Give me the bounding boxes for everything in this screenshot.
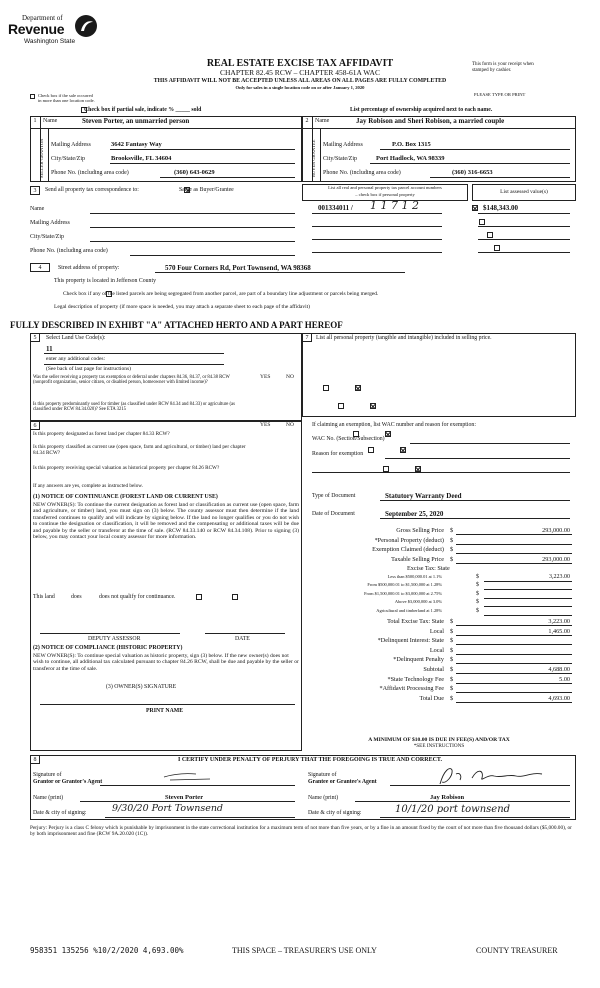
exemption-label: If claiming an exemption, list WAC number and reason for exemption: [312,422,476,428]
tax-row-underline [456,683,572,684]
tax-row-underline [456,654,572,655]
parcel-personal-checkbox-2[interactable] [479,219,485,225]
legal-description-label: Legal description of property (if more space is needed, you may attach a separate sheet to each page of the affidavit) [54,304,310,310]
treasurer-space-label: THIS SPACE – TREASURER'S USE ONLY [232,946,377,955]
tax-row-underline [456,635,572,636]
multi-location-label-1: Check box if the sale occurred [38,93,93,98]
parcel-personal-checkbox-4[interactable] [494,245,500,251]
s6-yes-header: YES [260,422,271,428]
same-as-buyer-label: Same as Buyer/Grantee [179,187,234,193]
form-only-for: Only for sales in a single location code on or after January 1, 2020 [235,85,365,90]
tax-row-label: Total Due [419,694,444,702]
personal-property-label: List all personal property (tangible and intangible) included in selling price. [316,335,492,341]
grantor-signature [162,768,222,784]
s6-question-2: Is this property classified as current use (open space, farm and agricultural, or timber) land per chapter 84.34 RCW? [33,444,246,456]
tax-row-underline [456,673,572,674]
section7-box [302,333,576,417]
buyer-name[interactable]: Jay Robison and Sheri Robison, a married couple [356,117,505,125]
tax-dollar-sign: $ [450,536,454,544]
tax-row-underline [456,563,572,564]
tax-row-underline [456,553,572,554]
assessor-date-label: DATE [235,636,250,642]
grantor-name-print[interactable]: Steven Porter [165,794,204,801]
s3-phone-label: Phone No. (including area code) [30,248,108,254]
grantor-signature-text: Steven Porter [162,768,168,769]
certify-statement: I CERTIFY UNDER PENALTY OF PERJURY THAT THE FOREGOING IS TRUE AND CORRECT. [177,757,442,763]
wac-label: WAC No. (Section/Subsection) [312,436,385,442]
tax-row-underline [484,598,572,599]
tax-row-value: 5.00 [559,675,570,683]
grantee-date-label: Date & city of signing: [308,810,362,816]
s5-question-1: Was the seller receiving a property tax exemption or deferral under chapters 84.36, 84.37, or 84.38 RCW (nonprofit organization, senior citizen, or disabled person, homeowner with limited income)? [33,375,230,386]
logo-agency-line2: Revenue [8,21,65,37]
seller-mailing[interactable]: 3642 Fantasy Way [111,141,162,148]
tax-dollar-sign: $ [450,546,454,553]
located-in: This property is located in Jefferson County [54,278,156,284]
tax-row-value: 293,000.00 [542,527,570,534]
tax-row-underline [484,581,572,582]
seller-city-label: City/State/Zip [51,156,85,162]
tax-row-underline [456,692,572,693]
tax-row-label: *State Technology Fee [387,675,444,683]
tax-dollar-sign: $ [450,527,454,534]
land-does-not-label: does not qualify for continuance. [99,594,176,600]
land-does-label: does [71,594,82,600]
seller-side-label: SELLER GRANTOR [39,138,44,178]
tax-dollar-sign: $ [476,599,479,606]
form-chapter: CHAPTER 82.45 RCW – CHAPTER 458-61A WAC [220,68,380,77]
grantee-name-print-label: Name (print) [308,795,339,801]
tax-dollar-sign: $ [450,555,454,563]
street-address[interactable]: 570 Four Corners Rd, Port Townsend, WA 98368 [165,264,311,272]
tax-dollar-sign: $ [476,590,479,597]
buyer-side-label: BUYER GRANTEE [311,139,316,177]
tax-row-underline [456,544,572,545]
partial-sale-label: Check box if partial sale, indicate % _____ sold [84,107,202,113]
tax-dollar-sign: $ [450,666,454,673]
grantee-sig-label-2: Grantee or Grantee's Agent [308,779,377,785]
tax-row-underline [456,702,572,703]
seller-section-number: 1 [33,118,37,124]
s3-name-label: Name [30,206,45,212]
buyer-name-label: Name [315,118,330,124]
land-use-label: Select Land Use Code(s): [46,335,106,341]
grantee-signature-text: Jay Robison [432,764,437,765]
s6-q1-no-checkbox[interactable] [385,431,391,437]
land-does-not-checkbox[interactable] [232,594,238,600]
grantor-name-print-label: Name (print) [33,795,64,801]
form-warning: THIS AFFIDAVIT WILL NOT BE ACCEPTED UNLESS ALL AREAS ON ALL PAGES ARE FULLY COMPLETED [153,78,447,84]
reason-label: Reason for exemption [312,451,364,457]
tax-row-label: *Delinquent Interest: State [377,637,444,645]
section4-number: 4 [30,263,50,272]
logo-agency-line1: Department of [22,14,63,22]
tax-bracket-label: From $1,500,000.01 to $3,000,000 at 2.75% [364,590,442,596]
multi-location-checkbox[interactable] [30,94,35,99]
exhibit-reference: FULLY DESCRIBED IN EXHIBT "A" ATTACHED HERTO AND A PART HEREOF [10,320,343,330]
land-use-code[interactable]: 11 [46,345,53,353]
tax-row-label: *Delinquent Penalty [393,656,444,664]
grantee-sig-label-1: Signature of [308,772,337,778]
tax-bracket-value: 3,223.00 [549,574,570,580]
s3-mailing-label: Mailing Address [30,220,70,226]
parcel-personal-checkbox-1[interactable] [472,205,478,211]
seller-phone-label: Phone No. (including area code) [51,170,129,176]
dor-logo [8,8,118,52]
tax-dollar-sign: $ [450,656,454,664]
tax-row-value: 4,688.00 [548,666,570,673]
notice1-title: (1) NOTICE OF CONTINUANCE (FOREST LAND OR CURRENT USE) [33,494,218,500]
s6-q2-yes-checkbox[interactable] [368,447,374,453]
tax-dollar-sign: $ [450,675,454,683]
assessed-header: List assessed value(s) [500,189,548,195]
doc-type[interactable]: Statutory Warranty Deed [385,492,462,500]
logo-agency-line3: Washington State [24,38,76,45]
parcel-number[interactable]: 001334011 / [318,204,353,212]
tax-dollar-sign: $ [450,685,454,693]
section5-number: 5 [30,333,40,342]
see-back-label: (See back of last page for instructions) [46,366,131,372]
buyer-section-number: 2 [305,118,309,124]
tax-row-value: 293,000.00 [542,555,570,563]
s5-no-header: NO [286,374,294,380]
seller-city[interactable]: Brooksville, FL 34604 [111,155,172,162]
section6-number: 6 [30,421,40,430]
additional-codes-label: enter any additional codes: [46,356,106,362]
assessed-value[interactable]: $148,343.00 [483,204,518,212]
tax-dollar-sign: $ [450,637,454,645]
s6-question-1: Is this property designated as forest land per chapter 84.33 RCW? [33,431,170,437]
buyer-phone[interactable]: (360) 316-6653 [452,169,493,176]
grantee-name-print[interactable]: Jay Robison [430,794,465,801]
tax-row-label: Taxable Selling Price [391,555,444,563]
type-or-print: PLEASE TYPE OR PRINT [474,92,526,97]
buyer-city-label: City/State/Zip [323,156,357,162]
buyer-city[interactable]: Port Hadlock, WA 98339 [376,155,445,162]
form-title: REAL ESTATE EXCISE TAX AFFIDAVIT [206,58,394,69]
tax-row-underline [456,534,572,535]
seller-phone[interactable]: (360) 643-0629 [174,169,215,176]
seller-name[interactable]: Steven Porter, an unmarried person [82,117,190,125]
treasurer-stamp: 958351 135256 %10/2/2020 4,693.00% [30,946,184,955]
s3-city-label: City/State/Zip [30,234,64,240]
section7-number: 7 [302,333,312,342]
buyer-mailing-label: Mailing Address [323,142,363,148]
tax-dollar-sign: $ [476,582,479,589]
tax-dollar-sign: $ [476,574,479,580]
tax-row-value: 4,693.00 [548,694,570,702]
this-land-label: This land [33,594,55,600]
tax-dollar-sign: $ [450,618,454,625]
tax-row-label: Local [429,627,444,635]
doc-type-label: Type of Document [312,493,356,499]
tax-dollar-sign: $ [476,607,479,614]
s5-question-2: Is this property predominantly used for timber (as classified under RCW 84.34 and 84.33) or agriculture (as classified under RCW 84.34.020)? See ETA 3215 [33,402,235,413]
tax-row-label: Total Excise Tax: State [387,618,444,625]
s6-q2-no-checkbox[interactable] [400,447,406,453]
tax-row-label: Exemption Claimed (deduct) [372,546,444,553]
tax-row-label: *Affidavit Processing Fee [379,685,444,693]
tax-bracket-label: From $500,000.01 to $1,500,000 at 1.28% [367,582,442,588]
receipt-note-1: This form is your receipt when [472,62,534,67]
tax-bracket-label: Above $3,000,000 at 3.0% [394,599,442,605]
tax-row-underline [456,644,572,645]
grantor-sig-label-1: Signature of [33,772,62,778]
tax-row-label: Local [429,646,444,654]
multi-location-label-2: in more than one location code. [38,98,95,103]
tax-row-underline [484,589,572,590]
doc-date[interactable]: September 25, 2020 [385,510,444,518]
tax-row-underline [456,625,572,626]
tax-row-label: *Personal Property (deduct) [374,536,444,544]
tax-dollar-sign: $ [450,627,454,635]
print-name-label: PRINT NAME [146,708,184,714]
grantee-date-city[interactable]: 10/1/20 port townsend [395,804,511,815]
notice1-body: NEW OWNER(S): To continue the current designation as forest land or classification as current use (open space, farm and agriculture, or timber) land, you must sign on (3) below. The county assessor must then determine if the land transferred continues to qualify and will indicate by signing below. If the land no longer qualifies or you do not wish to continue the designation or classification, it will be removed and the compensating or additional taxes will be due and payable by the seller or transferor at the time of sale. (RCW 84.33.140 or RCW 84.34.108). Prior to signing (3) below, you may contact your local county assessor for more information. [33,502,299,541]
county-treasurer-label: COUNTY TREASURER [476,946,558,955]
parcel-header-2: – check box if personal property [355,192,415,197]
tax-dollar-sign: $ [450,694,454,702]
parcel-personal-checkbox-3[interactable] [487,232,493,238]
grantor-date-label: Date & city of signing: [33,810,87,816]
tax-row-underline [484,615,572,616]
tax-dollar-sign: $ [450,646,454,654]
land-does-checkbox[interactable] [196,594,202,600]
tax-row-underline [456,663,572,664]
perjury-notice: Perjury: Perjury is a class C felony which is punishable by imprisonment in the state correctional institution for a maximum term of not more than five years, or by a fine in an amount fixed by the court of not more than five thousand dollars ($5,000.00), or by both imprisonment and fine (RCW 9A.20.020 (1C)). [30,825,572,838]
seller-mailing-label: Mailing Address [51,142,91,148]
owner-signature-label: (3) OWNER(S) SIGNATURE [106,684,177,690]
see-instructions-note: *SEE INSTRUCTIONS [413,743,465,749]
notice2-body: NEW OWNER(S): To continue special valuation as historic property, sign (3) below. If the new owner(s) does not wish to continue, all additional tax calculated pursuant to chapter 84.26 RCW, shall be due and payable by the seller or transferor at the time of sale. [33,653,299,672]
excise-state-label: Excise Tax: State [407,565,450,572]
tax-row-label: Gross Selling Price [396,527,444,534]
buyer-mailing[interactable]: P.O. Box 1315 [392,141,431,148]
deputy-assessor-label: DEPUTY ASSESSOR [88,636,141,642]
grantor-sig-label-2: Grantor or Grantor's Agent [33,779,103,785]
parcel-number-handwritten: 1 1 7 1 2 [370,199,419,212]
section8-number: 8 [30,755,40,764]
receipt-note-2: stamped by cashier. [472,68,512,73]
section3-number: 3 [30,186,40,195]
s6-no-header: NO [286,422,294,428]
parcel-header-1: List all real and personal property tax parcel account numbers [328,185,442,190]
grantor-date-city[interactable]: 9/30/20 Port Townsend [112,803,224,814]
segregated-label: Check box if any of the listed parcels are being segregated from another parcel, are part of a boundary line adjustment or parcels being merged. [63,291,379,297]
tax-row-value: 3,223.00 [548,618,570,625]
tax-bracket-label: Agricultural and timberland at 1.28% [376,607,442,613]
tax-bracket-label: Less than $500,000.01 at 1.1% [387,574,442,579]
minimum-fee-note: A MINIMUM OF $10.00 IS DUE IN FEE(S) AND/OR TAX [368,737,510,743]
buyer-phone-label: Phone No. (including area code) [323,170,401,176]
section3-text: Send all property tax correspondence to: [45,187,139,193]
tax-row-underline [484,606,572,607]
s5-yes-header: YES [260,374,271,380]
seller-name-label: Name [43,118,58,124]
doc-date-label: Date of Document [312,511,355,517]
tax-row-label: Subtotal [423,666,444,673]
notice2-title: (2) NOTICE OF COMPLIANCE (HISTORIC PROPERTY) [33,645,183,651]
street-label: Street address of property: [58,265,120,271]
tax-row-value: 1,465.00 [548,627,570,635]
dor-logo-mark-icon [74,14,98,38]
s6-question-3: Is this property receiving special valuation as historical property per chapter 84.26 RCW? [33,465,220,471]
s6-if-any: If any answers are yes, complete as instructed below. [33,483,144,489]
ownership-note: List percentage of ownership acquired next to each name. [350,107,493,113]
